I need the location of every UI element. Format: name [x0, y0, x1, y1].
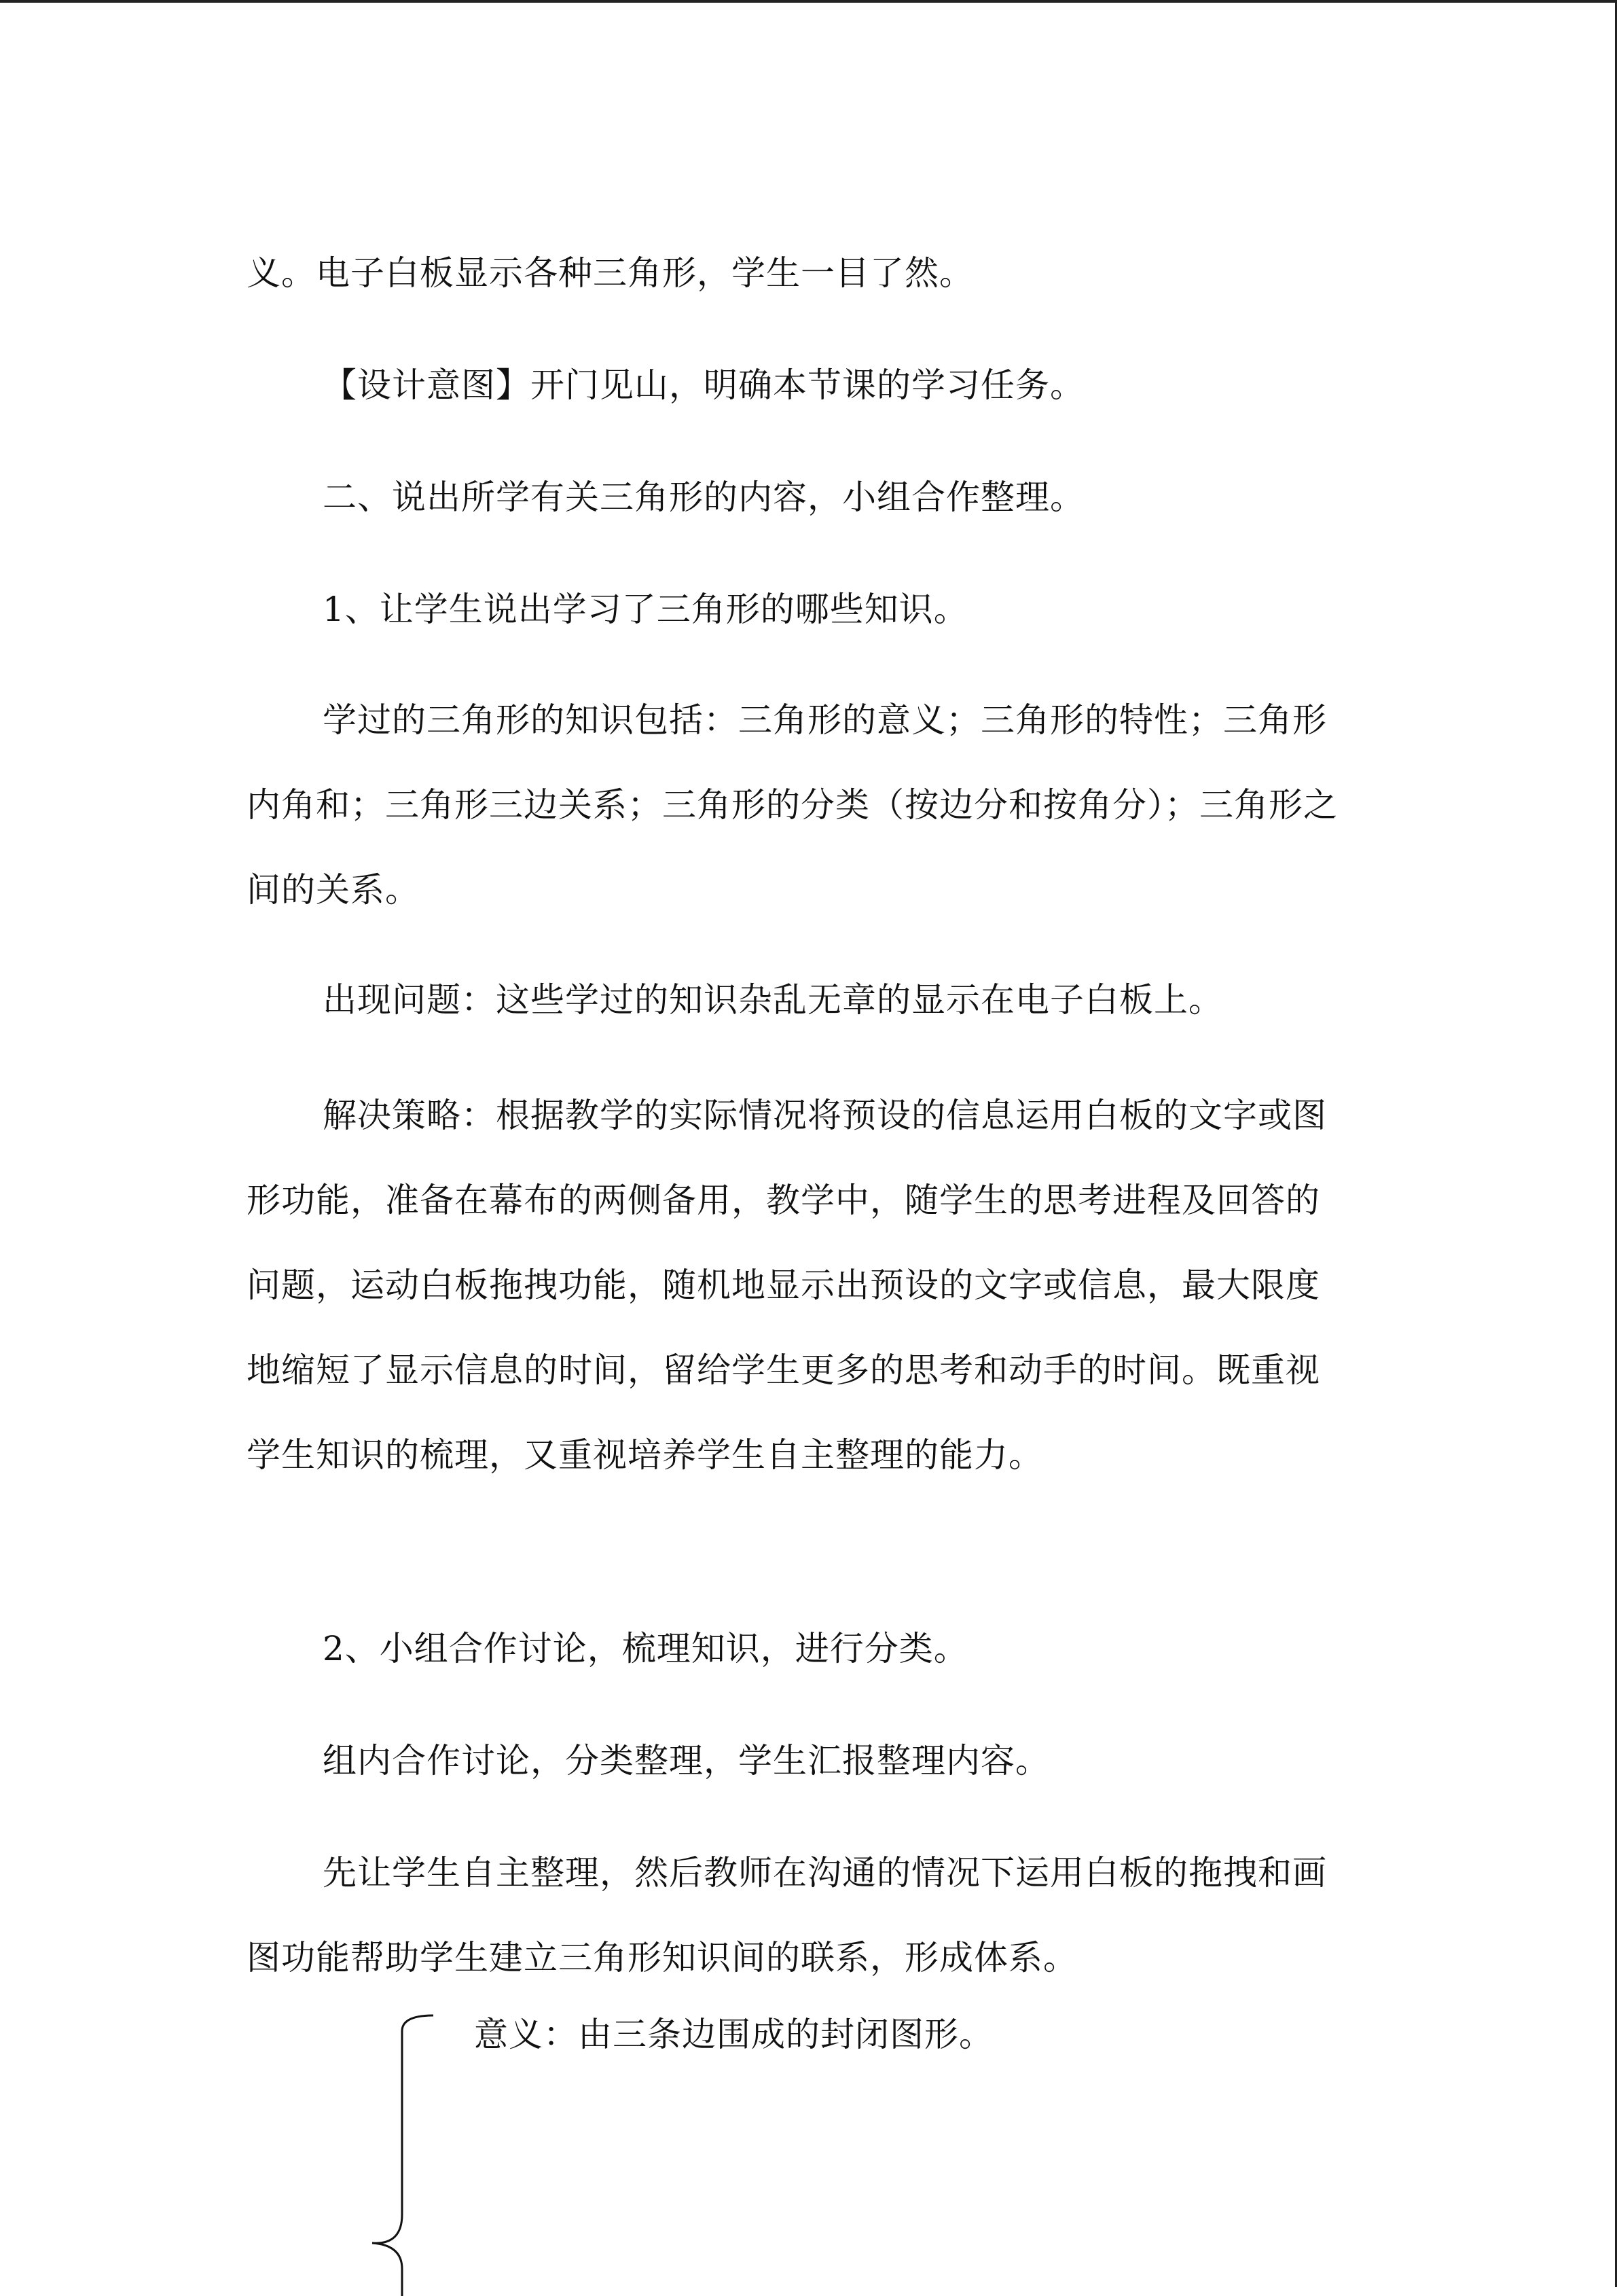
paragraph-9: 组内合作讨论，分类整理，学生汇报整理内容。 [323, 1741, 1050, 1780]
paragraph-5: 学过的三角形的知识包括：三角形的意义；三角形的特性；三角形内角和；三角形三边关系；三角形的分类（按边分和按角分）；三角形之间的关系。 [247, 700, 1338, 910]
paragraph-2: 【设计意图】开门见山，明确本节课的学习任务。 [323, 365, 1085, 405]
page-top-border [0, 0, 1617, 3]
paragraph-4: 1、让学生说出学习了三角形的哪些知识。 [323, 590, 968, 629]
paragraph-6: 出现问题：这些学过的知识杂乱无章的显示在电子白板上。 [323, 980, 1223, 1020]
brace-icon [372, 2011, 454, 2296]
paragraph-10: 先让学生自主整理，然后教师在沟通的情况下运用白板的拖拽和画图功能帮助学生建立三角形知识间的联系，形成体系。 [247, 1853, 1327, 1977]
paragraph-8: 2、小组合作讨论，梳理知识，进行分类。 [323, 1629, 968, 1668]
knowledge-tree [372, 2011, 1255, 2296]
paragraph-3: 二、说出所学有关三角形的内容，小组合作整理。 [323, 478, 1085, 517]
paragraph-1: 义。电子白板显示各种三角形，学生一目了然。 [247, 253, 974, 293]
tree-item-definition: 意义：由三条边围成的封闭图形。 [474, 2015, 994, 2054]
paragraph-7: 解决策略：根据教学的实际情况将预设的信息运用白板的文字或图形功能，准备在幕布的两侧备用，教学中，随学生的思考进程及回答的问题，运动白板拖拽功能，随机地显示出预设的文字或信息，最大限度地缩短了显示信息的时间，留给学生更多的思考和动手的时间。既重视学生知识的梳理，又重视培养学生自主整理的能力。 [247, 1096, 1327, 1475]
